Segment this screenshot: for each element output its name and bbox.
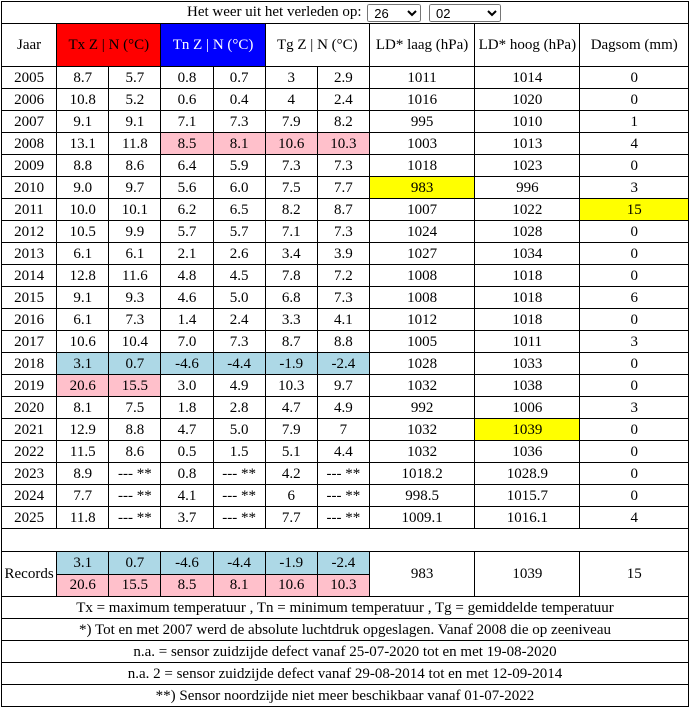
value-cell: 13.1 — [57, 133, 109, 155]
value-cell: 8.1 — [57, 397, 109, 419]
value-cell: 9.9 — [109, 221, 161, 243]
value-cell: 8.1 — [213, 133, 265, 155]
year-cell: 2010 — [2, 177, 57, 199]
table-row — [2, 397, 689, 419]
record-low-cell: 3.1 — [57, 552, 109, 574]
year-cell: 2005 — [2, 67, 57, 89]
title-cell — [2, 2, 689, 24]
value-cell: 3 — [580, 177, 689, 199]
value-cell: 996 — [475, 177, 580, 199]
value-cell: 8.7 — [317, 199, 369, 221]
value-cell: 9.7 — [317, 375, 369, 397]
note-text: n.a. 2 = sensor zuidzijde defect vanaf 29-08-2014 tot en met 12-09-2014 — [2, 663, 689, 685]
record-ld-high-cell: 1039 — [475, 552, 580, 597]
value-cell: 7.1 — [161, 111, 213, 133]
record-high-cell: 20.6 — [57, 574, 109, 596]
value-cell: 10.0 — [57, 199, 109, 221]
value-cell: 1018 — [369, 155, 474, 177]
record-high-cell: 10.6 — [266, 574, 318, 596]
value-cell: 1028.9 — [475, 463, 580, 485]
value-cell: 0 — [580, 243, 689, 265]
value-cell: 6 — [265, 485, 317, 507]
value-cell: 1032 — [369, 419, 474, 441]
value-cell: 20.6 — [57, 375, 109, 397]
record-low-cell: -4.6 — [161, 552, 213, 574]
value-cell: 11.5 — [57, 441, 109, 463]
value-cell: 0 — [580, 89, 689, 111]
records-low-row — [266, 552, 369, 574]
table-row — [2, 155, 689, 177]
value-cell: -2.4 — [317, 353, 369, 375]
value-cell: 1038 — [475, 375, 580, 397]
records-subtable — [161, 552, 264, 596]
table-row — [2, 89, 689, 111]
value-cell: --- ** — [213, 507, 265, 529]
value-cell: 7.3 — [213, 331, 265, 353]
value-cell: 6.0 — [213, 177, 265, 199]
value-cell: 1033 — [475, 353, 580, 375]
header-tg: Tg Z | N (°C) — [265, 24, 369, 67]
note-text: Tx = maximum temperatuur , Tn = minimum temperatuur , Tg = gemiddelde temperatuur — [2, 597, 689, 619]
value-cell: 6.8 — [265, 287, 317, 309]
value-cell: 0.5 — [161, 441, 213, 463]
value-cell: 9.1 — [57, 111, 109, 133]
value-cell: 8.5 — [161, 133, 213, 155]
value-cell: -1.9 — [265, 353, 317, 375]
note-text: **) Sensor noordzijde niet meer beschikbaar vanaf 01-07-2022 — [2, 685, 689, 707]
value-cell: 3.1 — [57, 353, 109, 375]
table-row — [2, 177, 689, 199]
value-cell: 1007 — [369, 199, 474, 221]
value-cell: 4.5 — [213, 265, 265, 287]
value-cell: 11.8 — [109, 133, 161, 155]
value-cell: 1032 — [369, 375, 474, 397]
value-cell: 2.4 — [213, 309, 265, 331]
value-cell: 4.7 — [265, 397, 317, 419]
value-cell: 6.1 — [57, 309, 109, 331]
value-cell: 1011 — [369, 67, 474, 89]
value-cell: 998.5 — [369, 485, 474, 507]
value-cell: 3 — [265, 67, 317, 89]
table-row — [2, 331, 689, 353]
records-group — [265, 552, 369, 597]
value-cell: 5.1 — [265, 441, 317, 463]
table-row — [2, 441, 689, 463]
value-cell: --- ** — [109, 485, 161, 507]
value-cell: 0.7 — [109, 353, 161, 375]
value-cell: 15.5 — [109, 375, 161, 397]
value-cell: 4.2 — [265, 463, 317, 485]
value-cell: 4 — [580, 507, 689, 529]
value-cell: --- ** — [213, 485, 265, 507]
record-low-cell: 0.7 — [109, 552, 161, 574]
value-cell: 7.5 — [109, 397, 161, 419]
value-cell: 7.0 — [161, 331, 213, 353]
table-row — [2, 353, 689, 375]
value-cell: 11.6 — [109, 265, 161, 287]
value-cell: 8.8 — [317, 331, 369, 353]
value-cell: 7.3 — [213, 111, 265, 133]
value-cell: 1013 — [475, 133, 580, 155]
value-cell: 1 — [580, 111, 689, 133]
year-cell: 2013 — [2, 243, 57, 265]
value-cell: 7.2 — [317, 265, 369, 287]
value-cell: 6.5 — [213, 199, 265, 221]
value-cell: 2.6 — [213, 243, 265, 265]
value-cell: 7 — [317, 419, 369, 441]
year-cell: 2023 — [2, 463, 57, 485]
value-cell: 1039 — [475, 419, 580, 441]
spacer-cell — [2, 529, 689, 552]
value-cell: 10.8 — [57, 89, 109, 111]
value-cell: 1024 — [369, 221, 474, 243]
value-cell: 9.1 — [109, 111, 161, 133]
records-subtable — [266, 552, 369, 596]
value-cell: 8.8 — [57, 155, 109, 177]
value-cell: 6.2 — [161, 199, 213, 221]
value-cell: 0.6 — [161, 89, 213, 111]
value-cell: 1034 — [475, 243, 580, 265]
table-row — [2, 463, 689, 485]
header-jaar: Jaar — [2, 24, 57, 67]
records-high-row — [266, 574, 369, 596]
value-cell: 4 — [580, 133, 689, 155]
value-cell: 1018 — [475, 265, 580, 287]
value-cell: 983 — [369, 177, 474, 199]
table-row — [2, 243, 689, 265]
value-cell: 1.8 — [161, 397, 213, 419]
value-cell: 5.9 — [213, 155, 265, 177]
value-cell: 0.7 — [213, 67, 265, 89]
value-cell: 992 — [369, 397, 474, 419]
value-cell: 7.1 — [265, 221, 317, 243]
value-cell: 1010 — [475, 111, 580, 133]
value-cell: 1008 — [369, 265, 474, 287]
value-cell: 3.3 — [265, 309, 317, 331]
year-cell: 2021 — [2, 419, 57, 441]
value-cell: 6.1 — [109, 243, 161, 265]
records-group — [161, 552, 265, 597]
year-cell: 2022 — [2, 441, 57, 463]
year-cell: 2019 — [2, 375, 57, 397]
value-cell: 4.9 — [213, 375, 265, 397]
value-cell: 4 — [265, 89, 317, 111]
value-cell: 6.1 — [57, 243, 109, 265]
value-cell: 7.8 — [265, 265, 317, 287]
value-cell: 3.9 — [317, 243, 369, 265]
value-cell: 10.3 — [265, 375, 317, 397]
table-row — [2, 287, 689, 309]
year-cell: 2016 — [2, 309, 57, 331]
value-cell: 0 — [580, 67, 689, 89]
value-cell: 1.5 — [213, 441, 265, 463]
value-cell: 2.9 — [317, 67, 369, 89]
value-cell: 4.4 — [317, 441, 369, 463]
value-cell: 1009.1 — [369, 507, 474, 529]
value-cell: --- ** — [317, 485, 369, 507]
header-ld-laag: LD* laag (hPa) — [369, 24, 474, 67]
value-cell: 9.1 — [57, 287, 109, 309]
record-low-cell: -4.4 — [213, 552, 265, 574]
year-cell: 2011 — [2, 199, 57, 221]
value-cell: 1008 — [369, 287, 474, 309]
value-cell: 1022 — [475, 199, 580, 221]
year-cell: 2006 — [2, 89, 57, 111]
value-cell: 1023 — [475, 155, 580, 177]
record-high-cell: 15.5 — [109, 574, 161, 596]
value-cell: 4.6 — [161, 287, 213, 309]
year-cell: 2024 — [2, 485, 57, 507]
value-cell: 0 — [580, 353, 689, 375]
table-row — [2, 67, 689, 89]
header-tn: Tn Z | N (°C) — [161, 24, 265, 67]
value-cell: 1015.7 — [475, 485, 580, 507]
value-cell: 8.7 — [57, 67, 109, 89]
table-row — [2, 419, 689, 441]
value-cell: 1018 — [475, 309, 580, 331]
value-cell: 7.7 — [317, 177, 369, 199]
value-cell: 8.8 — [109, 419, 161, 441]
value-cell: 0 — [580, 221, 689, 243]
table-row — [2, 133, 689, 155]
value-cell: 7.3 — [317, 287, 369, 309]
value-cell: 15 — [580, 199, 689, 221]
value-cell: 1014 — [475, 67, 580, 89]
value-cell: 0 — [580, 485, 689, 507]
table-row — [2, 507, 689, 529]
year-cell: 2015 — [2, 287, 57, 309]
record-ld-low-cell: 983 — [369, 552, 474, 597]
value-cell: 1012 — [369, 309, 474, 331]
value-cell: 2.1 — [161, 243, 213, 265]
value-cell: 1027 — [369, 243, 474, 265]
records-subtable — [57, 552, 160, 596]
record-high-cell: 8.5 — [161, 574, 213, 596]
table-row — [2, 309, 689, 331]
value-cell: 10.6 — [57, 331, 109, 353]
table-row — [2, 221, 689, 243]
value-cell: 1016 — [369, 89, 474, 111]
value-cell: 1016.1 — [475, 507, 580, 529]
value-cell: 3 — [580, 397, 689, 419]
table-row — [2, 199, 689, 221]
value-cell: 8.6 — [109, 441, 161, 463]
value-cell: 1018.2 — [369, 463, 474, 485]
value-cell: 5.0 — [213, 287, 265, 309]
value-cell: 995 — [369, 111, 474, 133]
value-cell: 1011 — [475, 331, 580, 353]
value-cell: 1018 — [475, 287, 580, 309]
records-group — [57, 552, 161, 597]
value-cell: --- ** — [109, 507, 161, 529]
record-low-cell: -2.4 — [317, 552, 369, 574]
value-cell: 7.9 — [265, 419, 317, 441]
value-cell: 3.4 — [265, 243, 317, 265]
value-cell: 5.2 — [109, 89, 161, 111]
records-low-row — [161, 552, 264, 574]
value-cell: 4.7 — [161, 419, 213, 441]
year-cell: 2009 — [2, 155, 57, 177]
value-cell: 9.3 — [109, 287, 161, 309]
record-high-cell: 8.1 — [213, 574, 265, 596]
value-cell: 0 — [580, 309, 689, 331]
note-text: n.a. = sensor zuidzijde defect vanaf 25-07-2020 tot en met 19-08-2020 — [2, 641, 689, 663]
value-cell: 7.3 — [317, 221, 369, 243]
value-cell: 10.5 — [57, 221, 109, 243]
value-cell: 1036 — [475, 441, 580, 463]
value-cell: 0 — [580, 265, 689, 287]
value-cell: 0 — [580, 375, 689, 397]
value-cell: 5.7 — [161, 221, 213, 243]
year-cell: 2008 — [2, 133, 57, 155]
value-cell: 7.7 — [57, 485, 109, 507]
header-dagsom: Dagsom (mm) — [580, 24, 689, 67]
value-cell: 2.4 — [317, 89, 369, 111]
records-low-row — [57, 552, 160, 574]
table-row — [2, 111, 689, 133]
value-cell: 8.2 — [317, 111, 369, 133]
value-cell: 10.3 — [317, 133, 369, 155]
value-cell: 1003 — [369, 133, 474, 155]
value-cell: -4.6 — [161, 353, 213, 375]
value-cell: 0 — [580, 441, 689, 463]
value-cell: 10.6 — [265, 133, 317, 155]
year-cell: 2020 — [2, 397, 57, 419]
value-cell: 3.0 — [161, 375, 213, 397]
note-row — [2, 641, 689, 663]
records-high-row — [161, 574, 264, 596]
year-cell: 2012 — [2, 221, 57, 243]
value-cell: 7.3 — [109, 309, 161, 331]
value-cell: 0 — [580, 463, 689, 485]
value-cell: 4.1 — [317, 309, 369, 331]
note-row — [2, 597, 689, 619]
spacer-row — [2, 529, 689, 552]
value-cell: 8.7 — [265, 331, 317, 353]
value-cell: 0 — [580, 155, 689, 177]
records-row — [2, 552, 689, 597]
value-cell: 6.4 — [161, 155, 213, 177]
value-cell: 6 — [580, 287, 689, 309]
title-row — [2, 2, 689, 24]
value-cell: 1.4 — [161, 309, 213, 331]
header-tx: Tx Z | N (°C) — [57, 24, 161, 67]
value-cell: 7.9 — [265, 111, 317, 133]
value-cell: 4.9 — [317, 397, 369, 419]
value-cell: 9.7 — [109, 177, 161, 199]
value-cell: 12.9 — [57, 419, 109, 441]
value-cell: 1006 — [475, 397, 580, 419]
header-row — [2, 24, 689, 67]
value-cell: 7.7 — [265, 507, 317, 529]
value-cell: 5.7 — [109, 67, 161, 89]
value-cell: 0 — [580, 419, 689, 441]
value-cell: 5.0 — [213, 419, 265, 441]
value-cell: 0.8 — [161, 67, 213, 89]
value-cell: 11.8 — [57, 507, 109, 529]
month-select[interactable] — [429, 4, 501, 22]
table-row — [2, 485, 689, 507]
table-row — [2, 375, 689, 397]
note-row — [2, 663, 689, 685]
value-cell: 3.7 — [161, 507, 213, 529]
year-cell: 2014 — [2, 265, 57, 287]
year-cell: 2017 — [2, 331, 57, 353]
value-cell: 0.4 — [213, 89, 265, 111]
value-cell: 3 — [580, 331, 689, 353]
value-cell: --- ** — [317, 507, 369, 529]
value-cell: 9.0 — [57, 177, 109, 199]
year-cell: 2018 — [2, 353, 57, 375]
value-cell: 7.5 — [265, 177, 317, 199]
value-cell: 1032 — [369, 441, 474, 463]
value-cell: 4.1 — [161, 485, 213, 507]
day-select[interactable] — [367, 4, 421, 22]
value-cell: 4.8 — [161, 265, 213, 287]
record-high-cell: 10.3 — [317, 574, 369, 596]
record-rain-cell: 15 — [580, 552, 689, 597]
note-text: *) Tot en met 2007 werd de absolute luchtdruk opgeslagen. Vanaf 2008 die op zeeniveau — [2, 619, 689, 641]
value-cell: 0.8 — [161, 463, 213, 485]
title-label: Het weer uit het verleden op: — [186, 4, 362, 21]
table-row — [2, 265, 689, 287]
value-cell: 7.3 — [317, 155, 369, 177]
value-cell: 7.3 — [265, 155, 317, 177]
value-cell: 8.6 — [109, 155, 161, 177]
value-cell: 1020 — [475, 89, 580, 111]
value-cell: 5.7 — [213, 221, 265, 243]
value-cell: --- ** — [213, 463, 265, 485]
value-cell: 1028 — [475, 221, 580, 243]
table-body — [2, 2, 689, 707]
value-cell: --- ** — [109, 463, 161, 485]
value-cell: -4.4 — [213, 353, 265, 375]
value-cell: --- ** — [317, 463, 369, 485]
records-label: Records — [2, 552, 57, 597]
value-cell: 12.8 — [57, 265, 109, 287]
year-cell: 2007 — [2, 111, 57, 133]
value-cell: 8.9 — [57, 463, 109, 485]
header-ld-hoog: LD* hoog (hPa) — [475, 24, 580, 67]
value-cell: 2.8 — [213, 397, 265, 419]
record-low-cell: -1.9 — [266, 552, 318, 574]
value-cell: 1005 — [369, 331, 474, 353]
value-cell: 5.6 — [161, 177, 213, 199]
value-cell: 1028 — [369, 353, 474, 375]
value-cell: 10.4 — [109, 331, 161, 353]
note-row — [2, 619, 689, 641]
weather-history-table — [1, 1, 689, 707]
value-cell: 8.2 — [265, 199, 317, 221]
records-high-row — [57, 574, 160, 596]
year-cell: 2025 — [2, 507, 57, 529]
note-row — [2, 685, 689, 707]
value-cell: 10.1 — [109, 199, 161, 221]
